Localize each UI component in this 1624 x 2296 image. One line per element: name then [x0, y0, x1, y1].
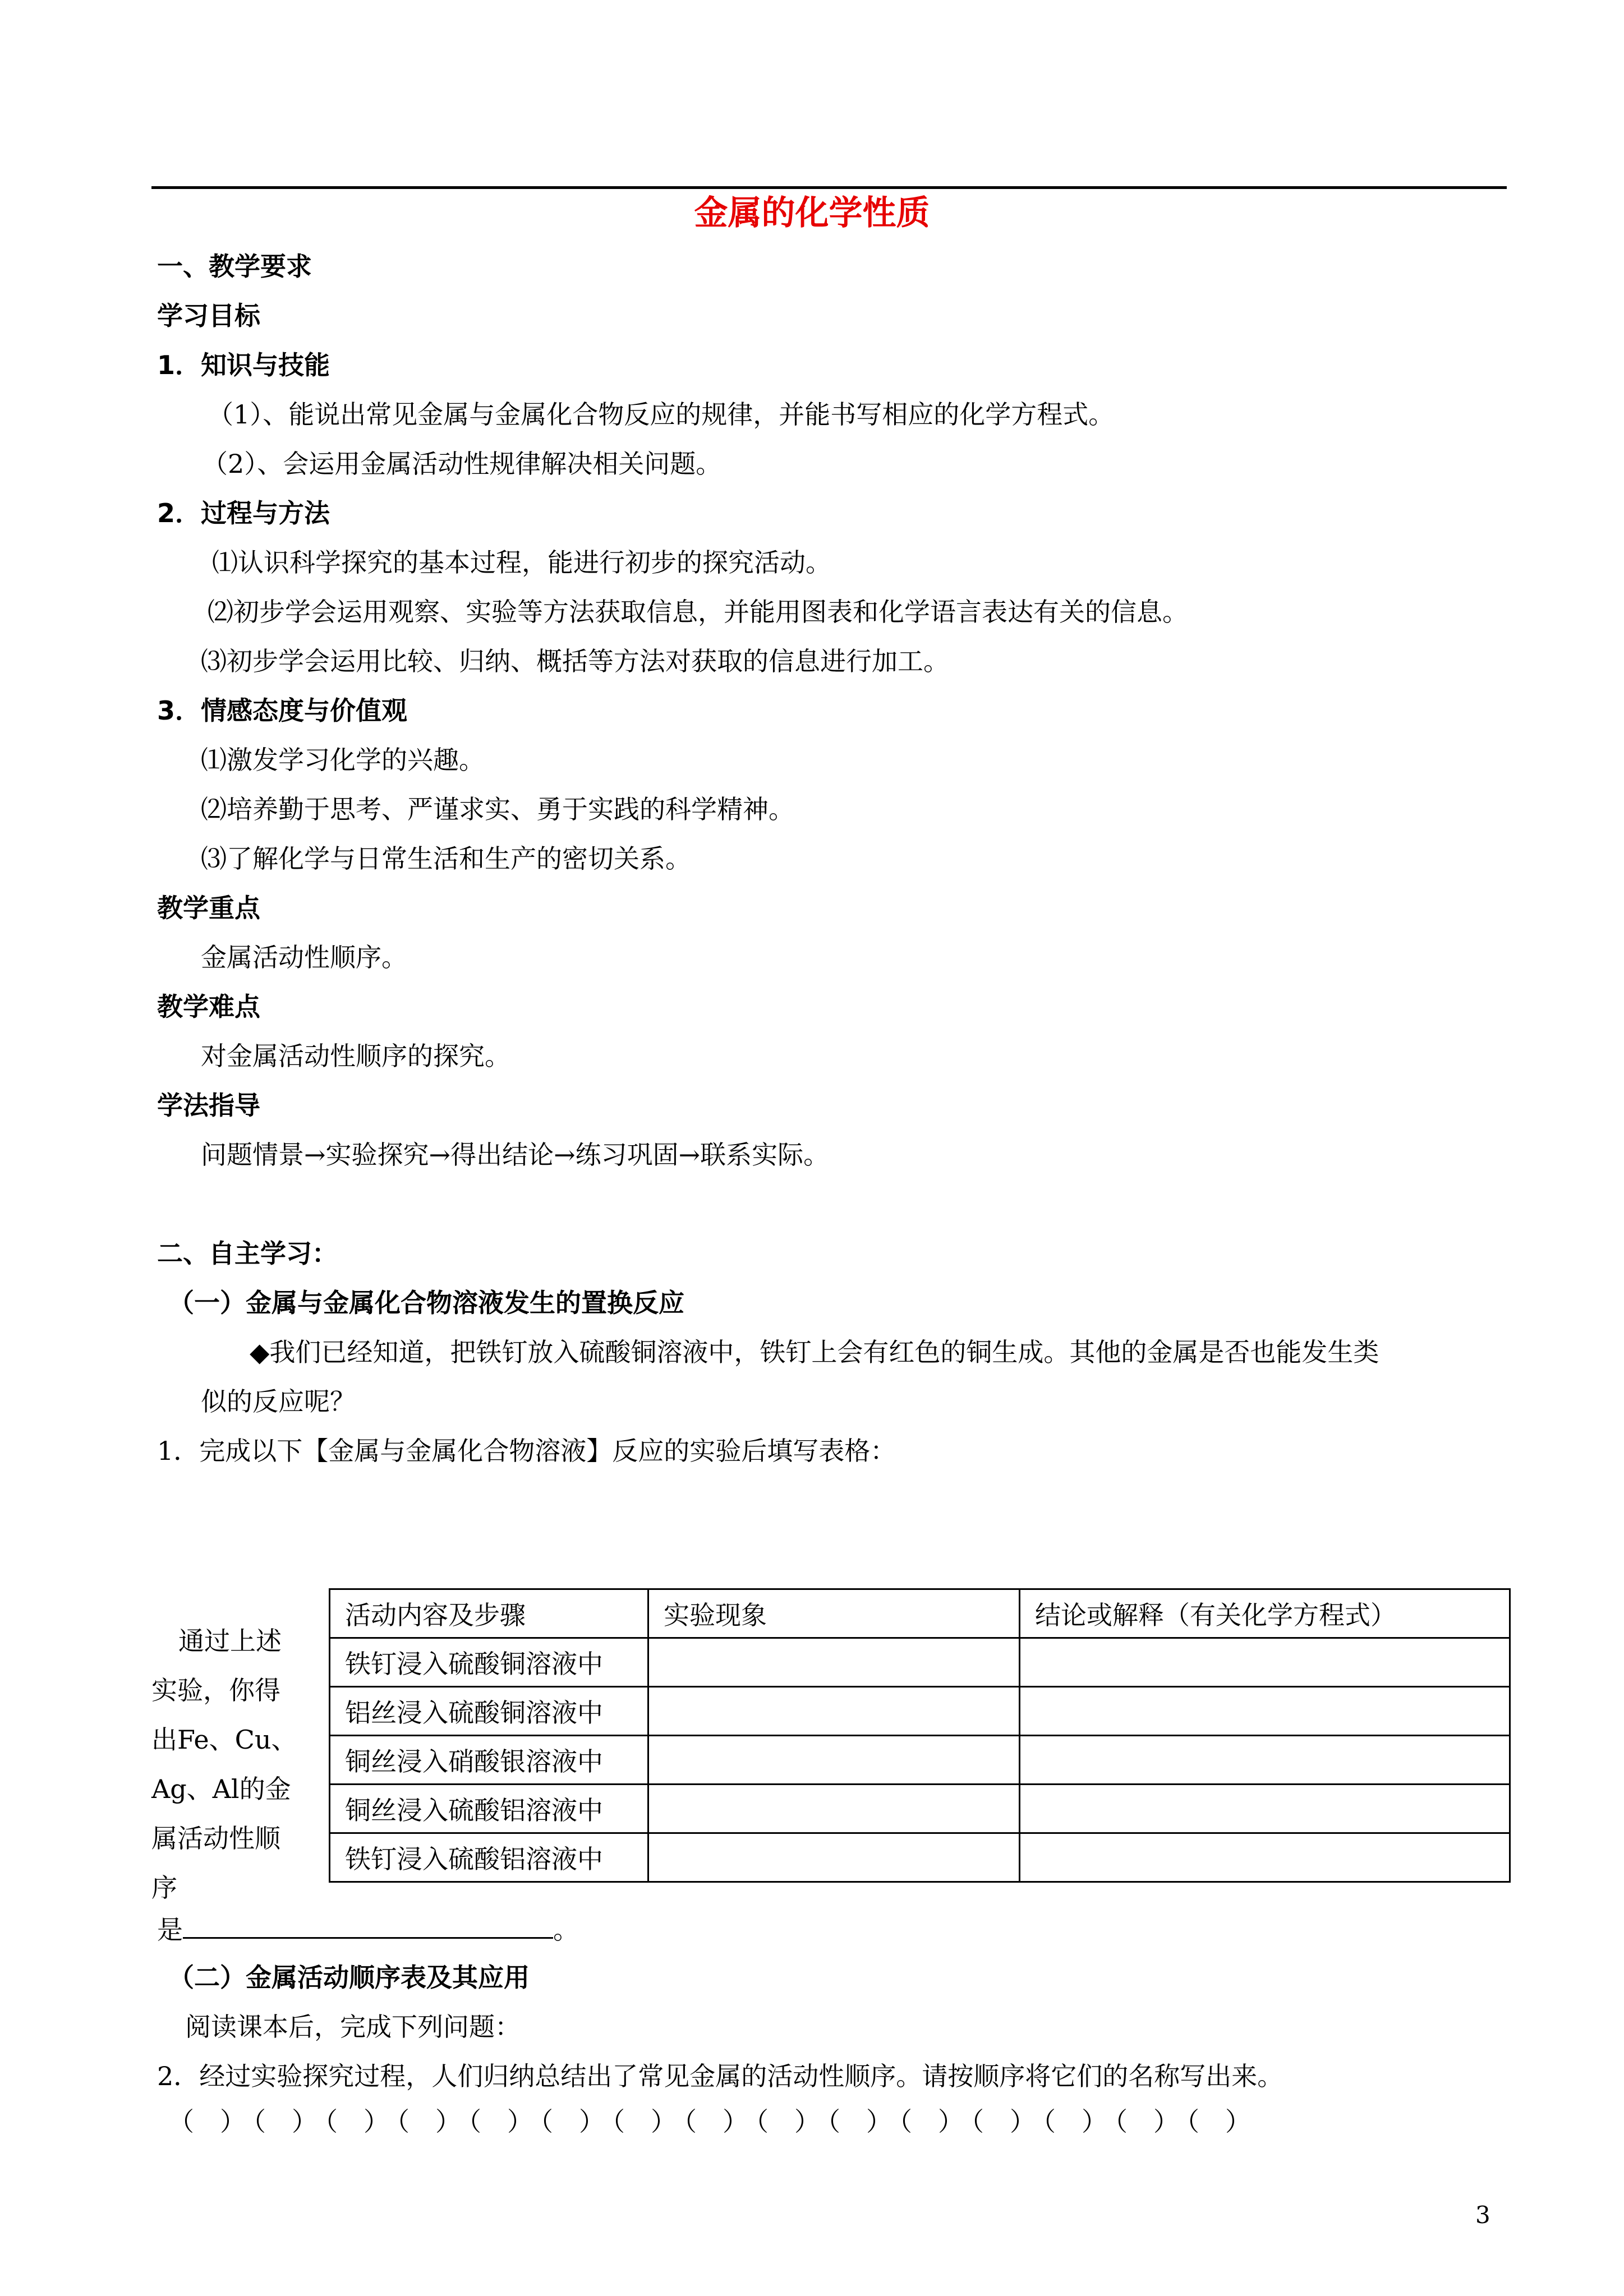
metal-order-blanks: [168, 2105, 1251, 2138]
focus-heading: 教学重点: [157, 893, 260, 923]
process-item-3: ⑶初步学会运用比较、归纳、概括等方法对获取的信息进行加工。: [201, 646, 949, 676]
table-header-cell: 活动内容及步骤: [330, 1589, 648, 1638]
table-row: [330, 1638, 1510, 1687]
observation-cell[interactable]: [648, 1833, 1020, 1882]
conclusion-cell[interactable]: [1020, 1687, 1510, 1736]
header-rule: [151, 186, 1507, 189]
metal-blank[interactable]: （ ）: [815, 2106, 892, 2137]
side-line: 属活动性顺: [151, 1823, 280, 1854]
table-cell: 铁钉浸入硫酸铝溶液中: [330, 1833, 648, 1882]
metal-blank[interactable]: （ ）: [384, 2106, 461, 2137]
answer-suffix: 。: [553, 1915, 579, 1945]
conclusion-cell[interactable]: [1020, 1785, 1510, 1833]
metal-blank[interactable]: （ ）: [456, 2106, 533, 2137]
metal-blank[interactable]: （ ）: [527, 2106, 605, 2137]
attitude-heading: 3．情感态度与价值观: [157, 695, 408, 726]
difficulty-heading: 教学难点: [157, 992, 260, 1022]
knowledge-heading: 1．知识与技能: [157, 350, 330, 380]
observation-cell[interactable]: [648, 1638, 1020, 1687]
answer-prefix: 是: [157, 1915, 183, 1945]
metal-blank[interactable]: （ ）: [671, 2106, 748, 2137]
observation-cell[interactable]: [648, 1687, 1020, 1736]
section1-heading: 一、教学要求: [157, 251, 312, 282]
metal-blank[interactable]: （ ）: [599, 2106, 677, 2137]
metal-blank[interactable]: （ ）: [168, 2106, 246, 2137]
observation-cell[interactable]: [648, 1785, 1020, 1833]
page-number: 3: [1475, 2201, 1490, 2229]
experiment-table: [329, 1588, 1511, 1883]
metal-blank[interactable]: （ ）: [958, 2106, 1036, 2137]
process-item-2: ⑵初步学会运用观察、实验等方法获取信息，并能用图表和化学语言表达有关的信息。: [208, 597, 1188, 627]
knowledge-item-2: （2）、会运用金属活动性规律解决相关问题。: [202, 449, 722, 479]
task2-text: 2．经过实验探究过程，人们归纳总结出了常见金属的活动性顺序。请按顺序将它们的名称写出来。: [157, 2061, 1283, 2091]
metal-blank[interactable]: （ ）: [1174, 2106, 1251, 2137]
table-cell: 铝丝浸入硫酸铜溶液中: [330, 1687, 648, 1736]
intro-line-1: ◆我们已经知道，把铁钉放入硫酸铜溶液中，铁钉上会有红色的铜生成。其他的金属是否也能发生类: [250, 1337, 1379, 1367]
metal-blank[interactable]: （ ）: [1102, 2106, 1179, 2137]
table-row: [330, 1833, 1510, 1882]
metal-blank[interactable]: （ ）: [743, 2106, 820, 2137]
observation-cell[interactable]: [648, 1736, 1020, 1785]
metal-blank[interactable]: （ ）: [1030, 2106, 1107, 2137]
table-cell: 铁钉浸入硫酸铜溶液中: [330, 1638, 648, 1687]
read-text: 阅读课本后，完成下列问题：: [185, 2012, 521, 2042]
answer-blank[interactable]: [183, 1911, 553, 1939]
attitude-item-3: ⑶了解化学与日常生活和生产的密切关系。: [201, 843, 691, 874]
intro-line-2: 似的反应呢？: [201, 1386, 356, 1417]
table-header-cell: 实验现象: [648, 1589, 1020, 1638]
side-line: 实验，你得: [151, 1675, 280, 1705]
attitude-item-2: ⑵培养勤于思考、严谨求实、勇于实践的科学精神。: [201, 794, 794, 824]
section2-heading: 二、自主学习：: [157, 1238, 338, 1269]
goals-heading: 学习目标: [157, 301, 260, 331]
subsection2-heading: （二）金属活动顺序表及其应用: [168, 1962, 530, 1993]
table-row: [330, 1736, 1510, 1785]
metal-blank[interactable]: （ ）: [312, 2106, 389, 2137]
page-title: 金属的化学性质: [694, 193, 930, 233]
table-header-cell: 结论或解释（有关化学方程式）: [1020, 1589, 1510, 1638]
conclusion-cell[interactable]: [1020, 1736, 1510, 1785]
subsection1-heading: （一）金属与金属化合物溶液发生的置换反应: [168, 1288, 684, 1318]
side-line: 通过上述: [178, 1626, 282, 1656]
focus-text: 金属活动性顺序。: [201, 942, 407, 972]
knowledge-item-1: （1）、能说出常见金属与金属化合物反应的规律，并能书写相应的化学方程式。: [208, 399, 1115, 430]
method-text: 问题情景→实验探究→得出结论→练习巩固→联系实际。: [201, 1140, 830, 1170]
conclusion-cell[interactable]: [1020, 1638, 1510, 1687]
answer-line: [157, 1911, 579, 1947]
attitude-item-1: ⑴激发学习化学的兴趣。: [201, 745, 485, 775]
process-item-1: ⑴认识科学探究的基本过程，能进行初步的探究活动。: [212, 547, 831, 578]
metal-blank[interactable]: （ ）: [240, 2106, 318, 2137]
table-cell: 铜丝浸入硫酸铝溶液中: [330, 1785, 648, 1833]
table-row: [330, 1687, 1510, 1736]
table-header-row: [330, 1589, 1510, 1638]
side-line: 序: [151, 1873, 177, 1903]
conclusion-cell[interactable]: [1020, 1833, 1510, 1882]
metal-blank[interactable]: （ ）: [886, 2106, 964, 2137]
difficulty-text: 对金属活动性顺序的探究。: [201, 1041, 510, 1071]
task1-text: 1．完成以下【金属与金属化合物溶液】反应的实验后填写表格：: [157, 1436, 896, 1466]
table-row: [330, 1785, 1510, 1833]
process-heading: 2．过程与方法: [157, 498, 330, 528]
method-heading: 学法指导: [157, 1090, 260, 1121]
table-cell: 铜丝浸入硝酸银溶液中: [330, 1736, 648, 1785]
side-line: Ag、Al的金: [151, 1774, 291, 1804]
sidebar-question: [151, 1616, 314, 1912]
side-line: 出Fe、Cu、: [151, 1725, 297, 1755]
